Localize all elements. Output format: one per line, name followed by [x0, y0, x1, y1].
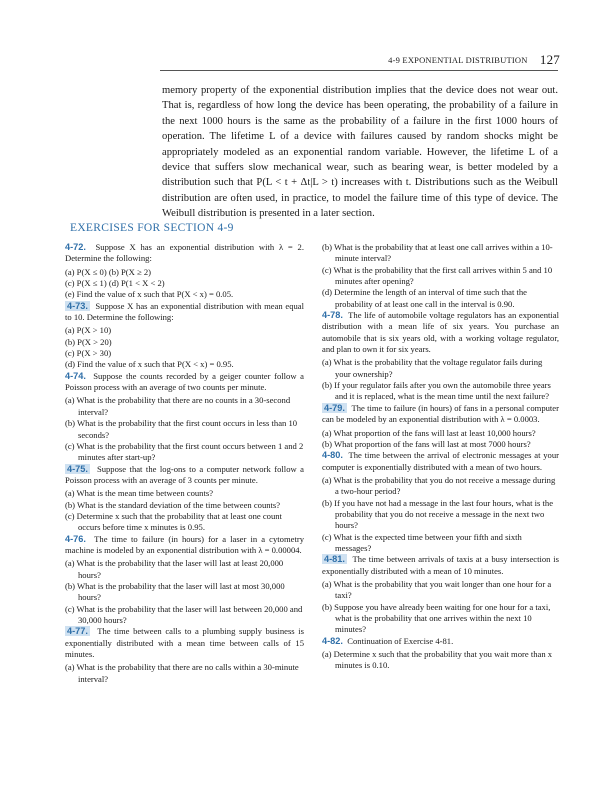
exercise-number: 4-73. [67, 300, 88, 311]
exercise-block [322, 554, 559, 635]
exercise-part: (a) What is the probability that the voltage regulator fails during your ownership? [322, 357, 543, 379]
exercise-part: (b) If you have not had a message in the last four hours, what is the probability that you do not receive a message in the next two hours? [322, 497, 554, 531]
exercise-block [322, 310, 559, 403]
exercise-number: 4-82. [322, 635, 343, 646]
exercise-text: Continuation of Exercise 4-81. [347, 635, 454, 646]
exercise-statement [322, 636, 559, 647]
exercise-block [322, 403, 559, 450]
exercise-text: The time between the arrival of electronic messages at your computer is exponentially distributed with a mean of two hours. [322, 450, 559, 472]
exercise-number: 4-75. [67, 463, 88, 474]
exercise-part: (c) What is the probability that the first call arrives within 5 and 10 minutes after opening? [322, 264, 553, 287]
exercise-part: (a) Determine x such that the probability that you wait more than x minutes is 0.10. [322, 649, 553, 671]
exercise-block [322, 450, 559, 554]
exercise-part: (c) P(X > 30) [65, 348, 112, 359]
exercise-text: The time between calls to a plumbing supply business is exponentially distributed with a mean time between calls of 15 minutes. [65, 626, 305, 660]
exercise-statement [65, 464, 304, 487]
exercise-part: (a) P(X > 10) [65, 325, 112, 336]
exercise-part: (a) P(X ≤ 0) (b) P(X ≥ 2) [65, 266, 152, 277]
exercise-text: Suppose the counts recorded by a geiger counter follow a Poisson process with an average of two counts per minute. [65, 370, 304, 393]
exercise-part: (b) What is the probability that the first count occurs in less than 10 seconds? [65, 418, 298, 440]
exercise-block [65, 301, 304, 371]
exercise-block [322, 242, 559, 310]
exercise-text: The time to failure (in hours) of fans in a personal computer can be modeled by an exponential distribution with λ = 0.0003. [322, 402, 559, 425]
exercise-part: (a) What is the probability that there are no counts in a 30-second interval? [65, 395, 291, 417]
exercise-part: (d) Determine the length of an interval of time such that the probability of at least one call in the interval is 0.90. [322, 287, 527, 309]
exercise-part: (a) What is the probability that the laser will last at least 20,000 hours? [65, 558, 284, 580]
exercise-part: (b) What is the probability that the laser will last at most 30,000 hours? [65, 580, 285, 603]
exercise-part: (b) Suppose you have already been waiting for one hour for a taxi, what is the probability that one arrives within the next 10 minutes? [322, 601, 551, 635]
exercise-block [65, 534, 304, 627]
running-header [160, 52, 560, 68]
exercise-part: (c) Determine x such that the probability that at least one count occurs before time x minutes is 0.95. [65, 510, 282, 533]
exercise-number: 4-81. [324, 554, 345, 565]
exercise-statement [65, 242, 304, 265]
exercise-part: (a) What is the probability that you do not receive a message during a two-hour period? [322, 474, 556, 497]
exercise-block [65, 464, 304, 534]
exercise-number: 4-77. [67, 626, 88, 637]
exercise-part: (d) Find the value of x such that P(X < x) = 0.95. [65, 359, 234, 370]
intro-text: memory property of the exponential distribution implies that the device does not wear out. That is, regardless of how long the device has been operating, the probability of a failure in the next 1000 hours is the same as the probability of a failure in the first 1000 hours of operation. The lifetime L of a device with failures caused by random shocks might be appropriately modeled as an exponential random variable. However, the lifetime L of a device that suffers slow mechanical wear, such as bearing wear, is better modeled by a distribution such that P(L < t + Δt|L > t) increases with t. Distributions such as the Weibull distribution are often used, in practice, to model the failure time of this type of device. The Weibull distribution is presented in a later section. [162, 85, 558, 220]
exercise-text: Suppose that the log-ons to a computer network follow a Poisson process with an average of 3 counts per minute. [65, 463, 304, 485]
exercise-part: (b) What proportion of the fans will last at most 7000 hours? [322, 438, 531, 449]
exercise-part: (c) What is the probability that the first count occurs between 1 and 2 minutes after start-up? [65, 440, 304, 463]
page-number: 127 [539, 52, 560, 67]
exercise-part: (b) P(X > 20) [65, 336, 112, 347]
exercise-part: (a) What is the probability that you wait longer than one hour for a taxi? [322, 578, 552, 601]
exercise-text: Suppose X has an exponential distribution with λ = 2. Determine the following: [65, 242, 304, 264]
exercise-number: 4-79. [324, 402, 345, 413]
exercise-statement [322, 403, 559, 426]
exercise-text: Suppose X has an exponential distribution with mean equal to 10. Determine the following: [65, 300, 304, 323]
exercise-text: The time between arrivals of taxis at a busy intersection is exponentially distributed with a mean of 10 minutes. [322, 554, 559, 576]
section-title: EXERCISES FOR SECTION 4-9 [70, 222, 234, 234]
exercise-part: (b) If your regulator fails after you own the automobile three years and it is replaced, what is the mean time until the next failure? [322, 380, 551, 402]
exercise-number: 4-74. [65, 370, 86, 381]
exercise-number: 4-80. [322, 450, 343, 461]
exercise-text: The time to failure (in hours) for a laser in a cytometry machine is modeled by an exponential distribution with λ = 0.00004. [65, 533, 305, 555]
exercise-part: (a) What is the probability that there are no calls within a 30-minute interval? [65, 662, 299, 684]
exercise-statement [322, 554, 559, 577]
intro-paragraph [162, 83, 558, 222]
exercise-block [65, 242, 304, 301]
exercise-part: (c) P(X ≤ 1) (d) P(1 < X < 2) [65, 278, 165, 289]
exercise-statement [65, 371, 304, 394]
exercise-part: (c) What is the expected time between your fifth and sixth messages? [322, 531, 522, 553]
exercise-statement [65, 301, 304, 324]
exercises-right-column [322, 242, 559, 672]
exercise-part: (a) What proportion of the fans will last at least 10,000 hours? [322, 427, 536, 438]
exercise-number: 4-72. [65, 242, 86, 252]
exercise-part: (c) What is the probability that the laser will last between 20,000 and 30,000 hours? [65, 603, 303, 625]
exercise-statement [322, 450, 559, 473]
running-title: 4-9 EXPONENTIAL DISTRIBUTION [388, 55, 528, 65]
exercises-left-column [65, 242, 304, 685]
exercise-block [322, 636, 559, 672]
exercise-number: 4-78. [322, 310, 343, 321]
exercise-block [65, 626, 304, 685]
exercise-part: (a) What is the mean time between counts? [65, 488, 214, 499]
exercise-statement [65, 626, 304, 660]
exercise-block [65, 371, 304, 464]
exercise-number: 4-76. [65, 533, 86, 544]
exercise-statement [65, 534, 304, 557]
exercise-statement [322, 310, 559, 355]
exercise-part: (b) What is the probability that at least one call arrives within a 10-minute interval? [322, 242, 553, 264]
exercise-part: (e) Find the value of x such that P(X < x) = 0.05. [65, 289, 234, 300]
header-rule [160, 70, 558, 71]
exercise-text: The life of automobile voltage regulators has an exponential distribution with a mean life of six years. You purchase an automobile that is six years old, with a working voltage regulator, and plan to own it for six years. [322, 310, 559, 355]
exercise-part: (b) What is the standard deviation of the time between counts? [65, 499, 281, 510]
